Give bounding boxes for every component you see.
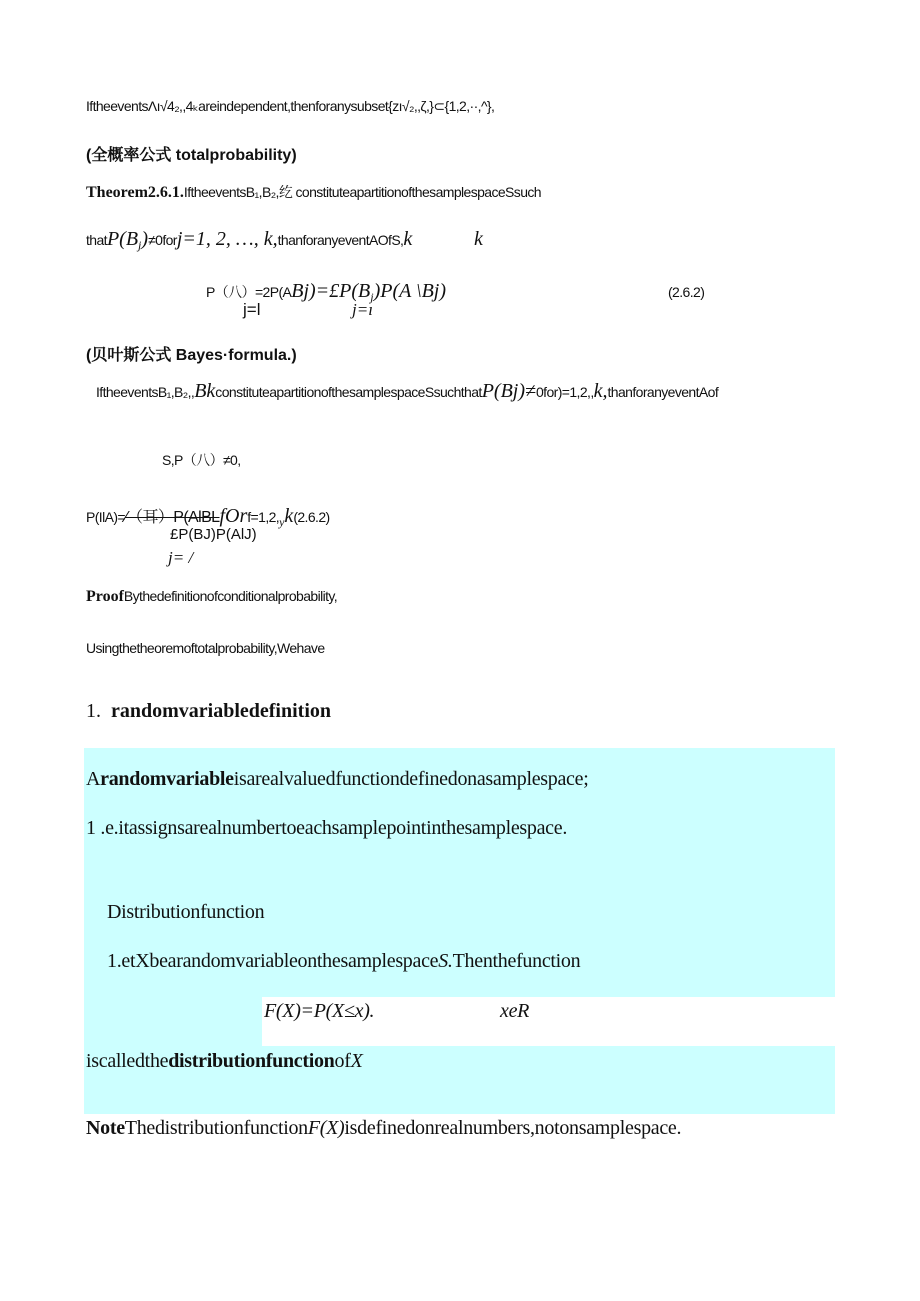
- rv-ie-line: 1 .e.itassignsarealnumbertoeachsamplepointinthesamplespace.: [86, 817, 568, 839]
- total-prob-equation: [206, 280, 446, 305]
- section-heading: [86, 700, 331, 723]
- let-b: Thenthefunction: [452, 950, 581, 972]
- theorem-label: Theorem2.6.1.: [86, 184, 184, 201]
- let-a: 1.etXbearandomvariableonthesamplespace: [107, 950, 439, 972]
- let-line: [107, 950, 580, 973]
- pbj-sub: j: [138, 238, 142, 253]
- note-line: [86, 1117, 681, 1140]
- bayes-k-sym: k: [284, 505, 294, 527]
- eq-right: )P(A \Bj): [373, 280, 447, 302]
- called-b: of: [334, 1050, 351, 1072]
- note-a: Thedistributionfunction: [124, 1117, 308, 1139]
- bayes-rest: f=1,2,: [247, 509, 280, 525]
- bayes-b: constituteapartitionofthesamplespaceSsuchthat: [215, 384, 482, 400]
- independence-line: IftheeventsΛı√4₂,,4ₖareindependent,thenforanysubset{zı√₂,,ζ,}⊂{1,2,··,^},: [86, 98, 495, 114]
- note-label: Note: [86, 1117, 125, 1139]
- bayes-c: 0for)=1,2,,: [536, 384, 594, 400]
- rv-def-bold: randomvariable: [100, 768, 234, 790]
- bayes-denominator: £P(BJ)P(AlJ): [170, 526, 257, 543]
- sum-index-1: j=l: [243, 300, 261, 319]
- let-s: S.: [438, 950, 453, 972]
- sum-index-2: j=ı: [352, 300, 373, 319]
- called-bold: distributionfunction: [168, 1050, 335, 1072]
- eq-left: P（八）=2P(A: [206, 284, 292, 300]
- bayes-for: fOr: [219, 505, 248, 527]
- proof-line: [86, 588, 337, 606]
- that-line: [86, 228, 412, 253]
- total-probability-heading: (全概率公式 totalprobability): [86, 147, 297, 164]
- distribution-formula: F(X)=P(X≤x).: [264, 1000, 375, 1022]
- bayes-bk: Bk: [194, 380, 216, 402]
- j-range: j=1, 2, …, k,: [176, 228, 278, 250]
- x-in-r: xeR: [500, 1000, 530, 1022]
- theorem-line: [86, 182, 541, 202]
- pbj-open: P(B: [106, 228, 139, 250]
- equation-number-1: (2.6.2): [668, 284, 705, 300]
- bayes-condition-line: [96, 380, 718, 403]
- using-line: Usingthetheoremoftotalprobability,Wehave: [86, 640, 325, 656]
- that-prefix: that: [86, 232, 107, 248]
- bayes-d: thanforanyeventAof: [607, 384, 719, 400]
- bayes-number: (2.6.2): [293, 509, 330, 525]
- eq-mid-sub: j: [370, 290, 374, 305]
- k-symbol-1: k: [403, 228, 413, 250]
- called-x: X: [350, 1050, 363, 1072]
- bayes-a: IftheeventsB₁,B₂,,: [96, 384, 195, 400]
- bayes-left: P(IlA)=: [86, 509, 125, 525]
- bayes-k: k,: [593, 380, 608, 402]
- bayes-y: y: [279, 515, 285, 530]
- theorem-text: IftheeventsB₁,B₂,纥 constituteapartitionofthesamplespaceSsuch: [183, 184, 541, 200]
- rv-def-a: A: [86, 768, 101, 790]
- that-rest: thanforanyeventAOfS,: [277, 232, 404, 248]
- pbj-close: ): [141, 228, 149, 250]
- note-fx: F(X): [307, 1117, 345, 1139]
- bayes-heading: (贝叶斯公式 Bayes·formula.): [86, 347, 297, 364]
- k-symbol-2: k: [474, 228, 483, 250]
- bayes-pbj: P(Bj)≠: [481, 380, 536, 402]
- bayes-strike: ∕（耳）P(AlBL: [124, 509, 220, 526]
- proof-text: Bythedefinitionofconditionalprobability,: [123, 588, 338, 604]
- ne0for-text: ≠0for: [148, 232, 177, 248]
- called-line: [86, 1050, 362, 1073]
- section-title: randomvariabledefinition: [111, 700, 332, 722]
- s-condition: S,P（八）≠0,: [162, 452, 241, 468]
- called-a: iscalledthe: [86, 1050, 169, 1072]
- bayes-index: j= /: [168, 548, 194, 567]
- eq-mid: Bj)=£P(B: [291, 280, 371, 302]
- distribution-title: Distributionfunction: [107, 901, 265, 923]
- section-number: 1.: [86, 700, 101, 722]
- highlight-box-left-notch: [84, 997, 262, 1046]
- note-b: isdefinedonrealnumbers,notonsamplespace.: [344, 1117, 682, 1139]
- rv-definition: [86, 768, 588, 791]
- rv-def-rest: isarealvaluedfunctiondefinedonasamplespace;: [233, 768, 589, 790]
- proof-label: Proof: [86, 588, 124, 605]
